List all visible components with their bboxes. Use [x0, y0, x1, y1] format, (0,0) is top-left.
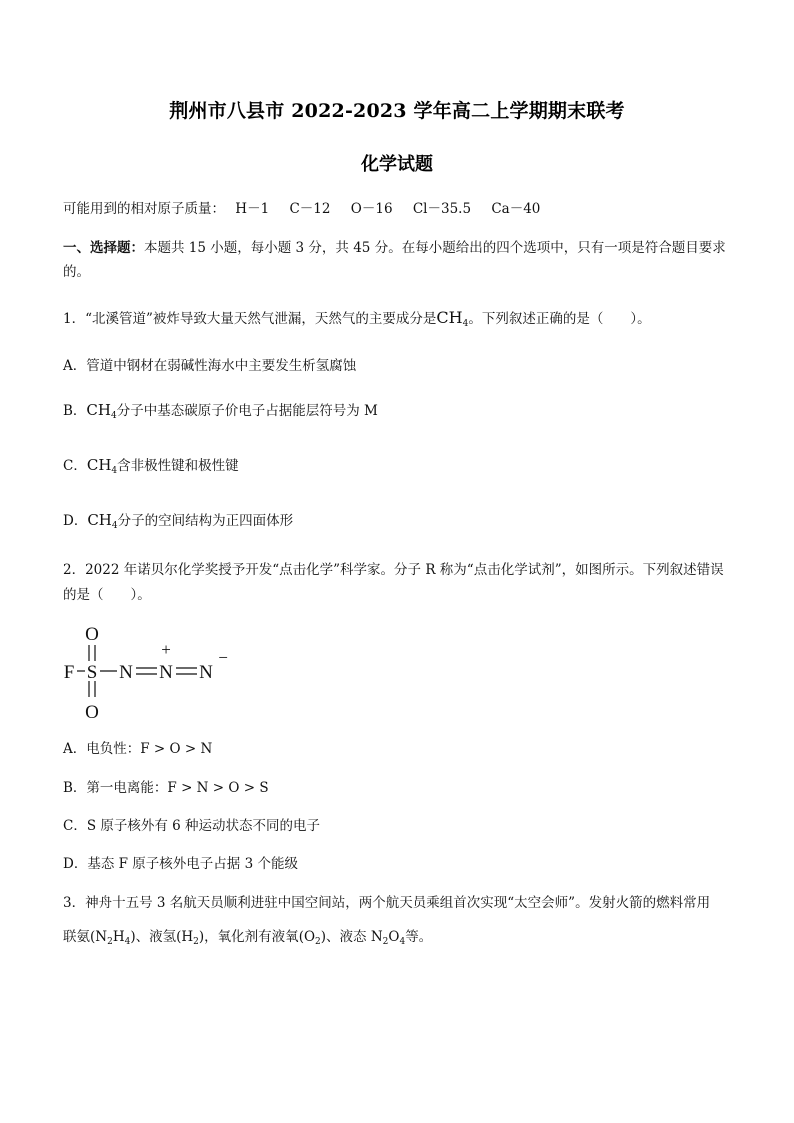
mass-c: C－12 — [289, 201, 331, 217]
mass-o: O－16 — [350, 201, 393, 217]
charge-minus: − — [218, 648, 228, 667]
question-2-stem: 2．2022 年诺贝尔化学奖授予开发“点击化学”科学家。分子 R 称为“点击化学试剂”，如图所示。下列叙述错误的是（ ）。 — [63, 562, 724, 603]
question-1-stem: 1．“北溪管道”被炸导致大量天然气泄漏，天然气的主要成分是$CH_4$。下列叙述正确的是（ ）。 — [63, 308, 651, 329]
exam-title: 荆州市八县市 2022-2023 学年高二上学期期末联考 — [169, 100, 625, 122]
atom-n1: N — [119, 662, 133, 683]
question-1-option-b[interactable]: B．$CH_4$分子中基态碳原子价电子占据能层符号为 M — [63, 401, 378, 421]
atom-o-bottom: O — [85, 702, 99, 723]
section-text: 本题共 15 小题，每小题 3 分，共 45 分。在每小题给出的四个选项中，只有一项是符合题目要求的。 — [63, 240, 726, 280]
mass-cl: Cl－35.5 — [412, 201, 472, 217]
question-2-option-a[interactable]: A．电负性：F > O > N — [63, 741, 213, 757]
mass-ca: Ca－40 — [491, 201, 541, 217]
atom-n3: N — [199, 662, 213, 683]
exam-subtitle: 化学试题 — [361, 154, 433, 175]
mass-h: H－1 — [235, 201, 270, 217]
question-3-stem-line-1: 3．神舟十五号 3 名航天员顺利进驻中国空间站，两个航天员乘组首次实现“太空会师”。发射火箭的燃料常用 — [63, 895, 711, 911]
masses-label: 可能用到的相对原子质量： — [63, 201, 225, 217]
atom-o-top: O — [85, 624, 99, 645]
atomic-masses — [63, 198, 733, 221]
molecule-r-structure — [60, 618, 250, 728]
atom-f: F — [63, 662, 75, 683]
question-1-option-d[interactable]: D．$CH_4$分子的空间结构为正四面体形 — [63, 511, 294, 531]
atom-s: S — [86, 662, 98, 683]
question-1-option-a[interactable]: A．管道中钢材在弱碱性海水中主要发生析氢腐蚀 — [63, 358, 357, 374]
charge-plus: + — [161, 640, 171, 659]
question-1-option-c[interactable]: C．$CH_4$含非极性键和极性键 — [63, 456, 239, 476]
question-2-option-c[interactable]: C．S 原子核外有 6 种运动状态不同的电子 — [63, 818, 321, 834]
question-2-option-b[interactable]: B．第一电离能：F > N > O > S — [63, 780, 269, 796]
section-heading: 一、选择题： — [63, 240, 144, 256]
question-2-option-d[interactable]: D．基态 F 原子核外电子占据 3 个能级 — [63, 856, 298, 872]
atom-n2: N — [159, 662, 173, 683]
question-3-stem-line-2: 联氨$(N_2H_4)$、液氢$(H_2)$，氧化剂有液氧$(O_2)$、液态 $N_2O_4$等。 — [63, 929, 433, 947]
section-instructions — [63, 236, 733, 284]
